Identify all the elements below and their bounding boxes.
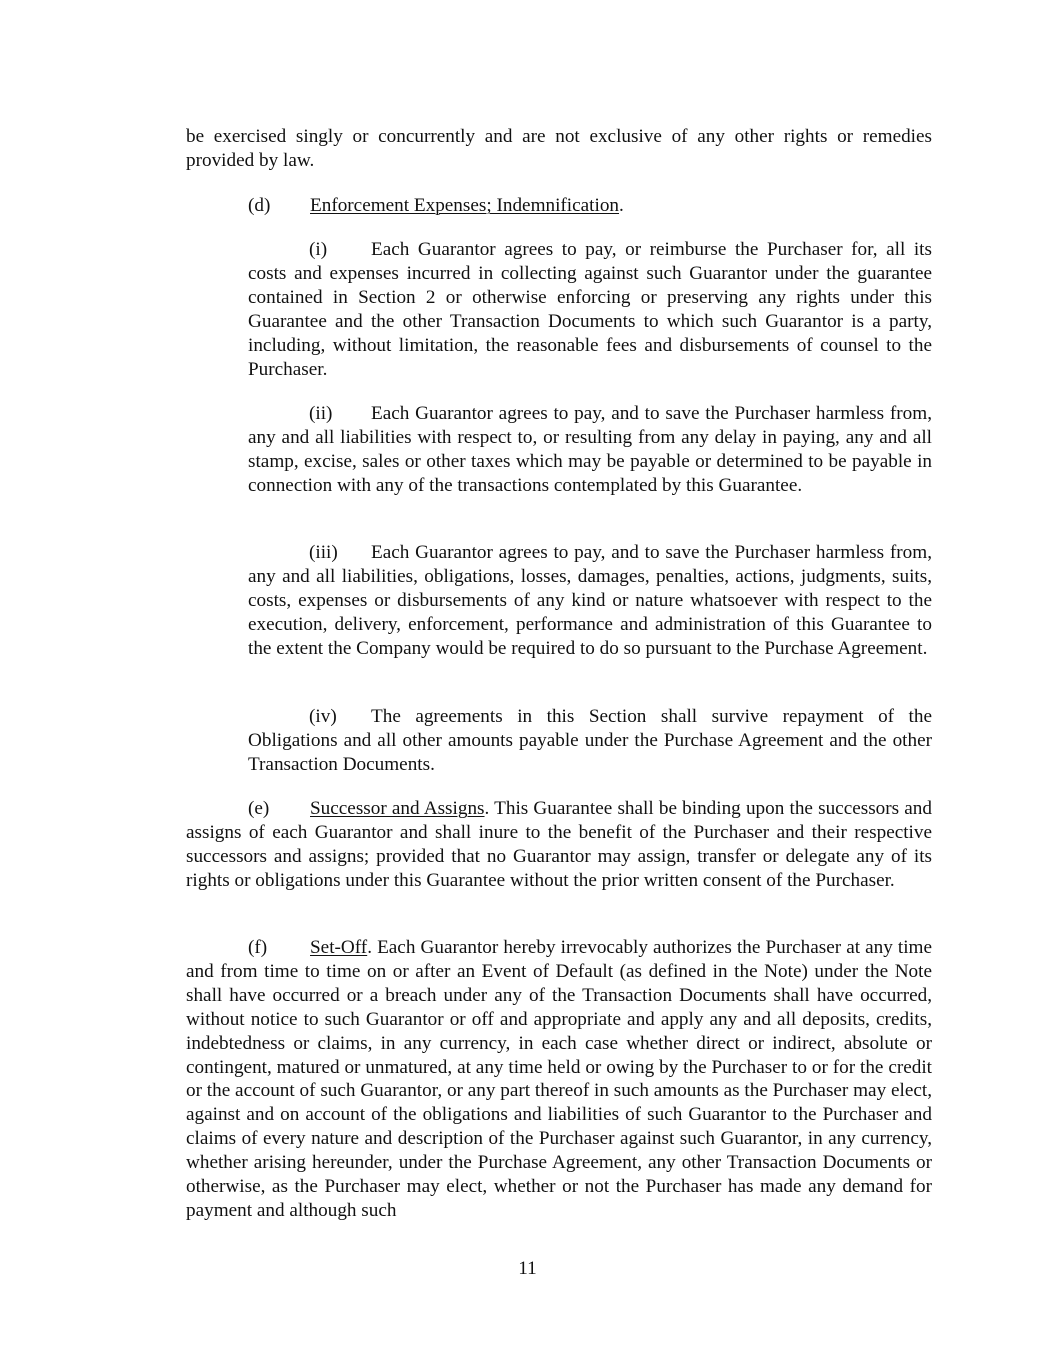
section-d-item-ii	[248, 402, 932, 498]
section-e-marker: (e)	[248, 798, 270, 819]
item-i-marker: (i)	[309, 239, 328, 260]
section-d-item-iv	[248, 705, 932, 777]
item-ii-text: Each Guarantor agrees to pay, and to save the Purchaser harmless from, any and all liabilities with respect to, or resulting from any delay in paying, any and all stamp, excise, sales or other taxes which may be payable or determined to be payable in connection with any of the transactions contemplated by this Guarantee.	[248, 403, 932, 496]
item-iii-marker: (iii)	[309, 542, 338, 563]
section-f-marker: (f)	[248, 937, 268, 958]
section-d-item-iii	[248, 541, 932, 661]
item-iv-marker: (iv)	[309, 706, 337, 727]
item-ii-marker: (ii)	[309, 403, 333, 424]
continuation-text: be exercised singly or concurrently and are not exclusive of any other rights or remedies provided by law.	[186, 126, 932, 171]
section-d-marker: (d)	[248, 195, 271, 216]
section-f-title: Set-Off	[310, 937, 368, 958]
section-d-item-i	[248, 238, 932, 381]
page-number: 11	[518, 1258, 537, 1279]
section-e-text: . This Guarantee shall be binding upon the successors and assigns of each Guarantor and shall inure to the benefit of the Purchaser and their respective successors and assigns; provided that no Guarantor may assign, transfer or delegate any of its rights or obligations under this Guarantee without the prior written consent of the Purchaser.	[186, 798, 932, 891]
section-d-title-punct: .	[619, 195, 624, 216]
section-e-paragraph	[186, 797, 932, 893]
section-f-paragraph	[186, 936, 932, 1223]
item-i-text: Each Guarantor agrees to pay, or reimburse the Purchaser for, all its costs and expenses incurred in collecting against such Guarantor under the guarantee contained in Section 2 or otherwise enforcing or preserving any rights under this Guarantee and the other Transaction Documents to which such Guarantor is a party, including, without limitation, the reasonable fees and disbursements of counsel to the Purchaser.	[248, 239, 932, 380]
section-f-text: . Each Guarantor hereby irrevocably authorizes the Purchaser at any time and from time to time on or after an Event of Default (as defined in the Note) under the Note shall have occurred or a breach under any of the Transaction Documents shall have occurred, without notice to such Guarantor or off and appropriate and apply any and all deposits, credits, indebtedness or claims, in any currency, in each case whether direct or indirect, absolute or contingent, matured or unmatured, at any time held or owing by the Purchaser to or for the credit or the account of such Guarantor, or any part thereof in such amounts as the Purchaser may elect, against and on account of the obligations and liabilities of such Guarantor to the Purchaser and claims of every nature and description of the Purchaser against such Guarantor, in any currency, whether arising hereunder, under the Purchase Agreement, any other Transaction Documents or otherwise, as the Purchaser may elect, whether or not the Purchaser has made any demand for payment and although such	[186, 937, 932, 1221]
continuation-paragraph	[186, 125, 932, 173]
section-d-title: Enforcement Expenses; Indemnification	[310, 195, 620, 216]
item-iii-text: Each Guarantor agrees to pay, and to save the Purchaser harmless from, any and all liabilities, obligations, losses, damages, penalties, actions, judgments, suits, costs, expenses or disbursements of any kind or nature whatsoever with respect to the execution, delivery, enforcement, performance and administration of this Guarantee to the extent the Company would be required to do so pursuant to the Purchase Agreement.	[248, 542, 932, 659]
item-iv-text: The agreements in this Section shall survive repayment of the Obligations and all other amounts payable under the Purchase Agreement and the other Transaction Documents.	[248, 706, 932, 775]
section-d-heading	[186, 194, 932, 218]
section-e-title: Successor and Assigns	[310, 798, 485, 819]
